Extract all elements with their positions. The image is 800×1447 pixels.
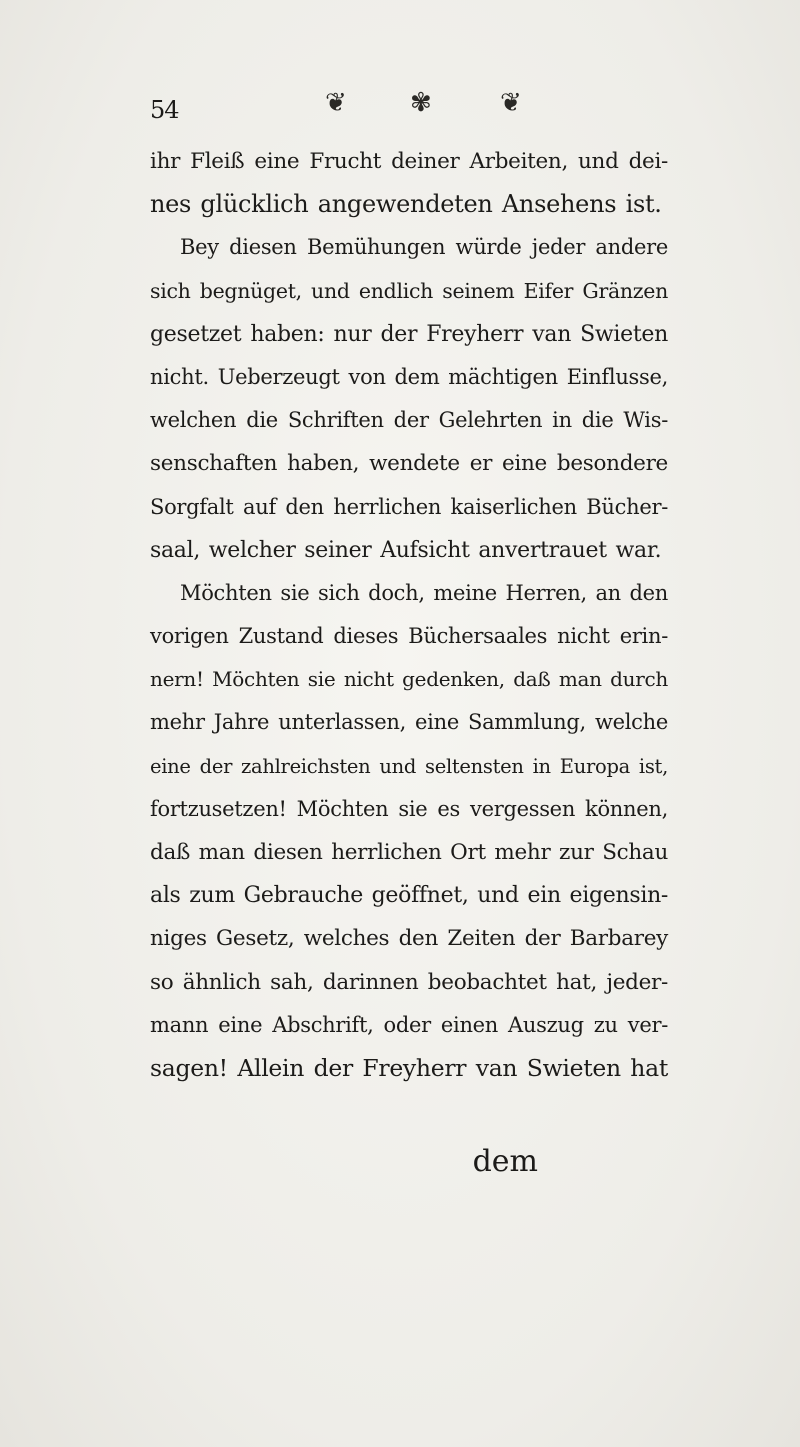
text-line: daß man diesen herrlichen Ort mehr zur Schau: [150, 840, 668, 865]
text-line: senschaften haben, wendete er eine besondere: [150, 451, 668, 477]
text-line: saal, welcher seiner Aufsicht anvertrauet war.: [150, 537, 662, 563]
text-line: vorigen Zustand dieses Büchersaales nicht erin-: [150, 624, 668, 649]
text-line: Möchten sie sich doch, meine Herren, an den: [180, 580, 668, 605]
text-line: welchen die Schriften der Gelehrten in die Wis-: [150, 408, 668, 433]
text-line: nes glücklich angewendeten Ansehens ist.: [150, 190, 662, 219]
text-line: ihr Fleiß eine Frucht deiner Arbeiten, und dei-: [150, 149, 668, 174]
text-line: sich begnüget, und endlich seinem Eifer Gränzen: [150, 278, 668, 303]
fleuron-ornament-icon: ✾: [410, 88, 432, 118]
text-line: mehr Jahre unterlassen, eine Sammlung, welche: [150, 710, 668, 735]
text-line: nicht. Ueberzeugt von dem mächtigen Einflusse,: [150, 364, 668, 389]
page-header: [150, 88, 610, 132]
fleuron-ornament-icon: ❦: [500, 88, 522, 118]
text-line: mann eine Abschrift, oder einen Auszug zu ver-: [150, 1012, 668, 1037]
text-line: nern! Möchten sie nicht gedenken, daß man durch: [150, 667, 668, 692]
text-line: so ähnlich sah, darinnen beobachtet hat, jeder-: [150, 969, 668, 995]
text-line: sagen! Allein der Freyherr van Swieten hat: [150, 1053, 668, 1082]
text-line: Bey diesen Bemühungen würde jeder andere: [180, 235, 668, 260]
text-line: Sorgfalt auf den herrlichen kaiserlichen Bücher-: [150, 494, 668, 519]
text-line: eine der zahlreichsten und seltensten in Europa ist,: [150, 754, 668, 778]
fleuron-ornament-icon: ❦: [325, 88, 347, 118]
text-line: niges Gesetz, welches den Zeiten der Barbarey: [150, 926, 668, 952]
catchword: dem: [472, 1144, 538, 1179]
text-line: als zum Gebrauche geöffnet, und ein eigensin-: [150, 883, 669, 909]
text-line: gesetzet haben: nur der Freyherr van Swieten: [150, 321, 668, 347]
body-text: [150, 140, 668, 1090]
text-line: fortzusetzen! Möchten sie es vergessen können,: [150, 796, 668, 821]
page-number: 54: [150, 96, 179, 124]
